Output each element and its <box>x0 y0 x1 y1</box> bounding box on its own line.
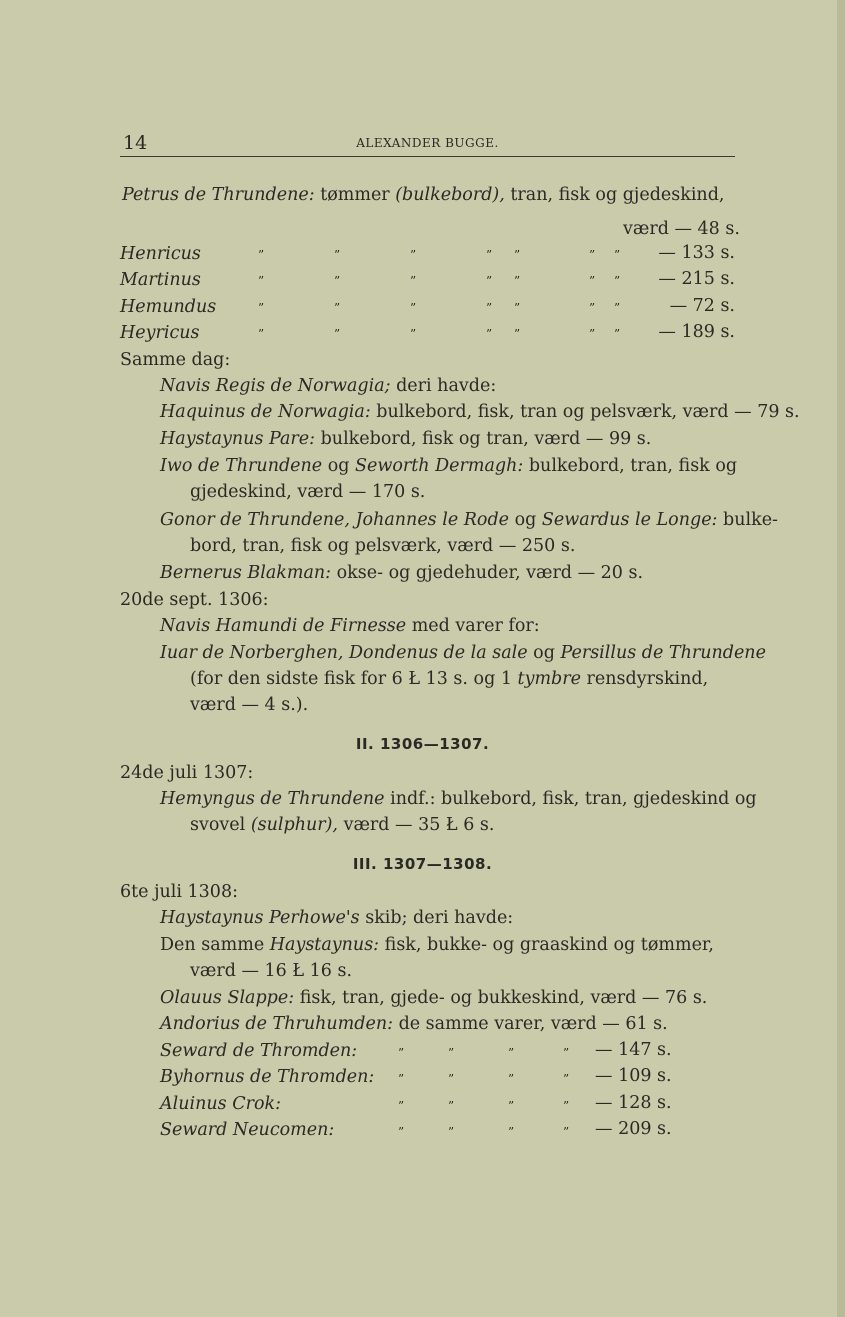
text-line: Martinus <box>120 270 201 290</box>
text-line: Seward de Thromden: <box>160 1041 358 1061</box>
text-line: Bernerus Blakman: okse- og gjedehuder, værd — 20 s. <box>160 563 644 583</box>
ditto-mark: ” <box>563 1099 570 1113</box>
text-line: Navis Regis de Norwagia; deri havde: <box>160 376 497 396</box>
text-line: Byhornus de Thromden: <box>160 1067 375 1087</box>
text-line: svovel (sulphur), værd — 35 Ł 6 s. <box>190 815 495 835</box>
ditto-mark: ” <box>514 248 521 262</box>
ditto-mark: ” <box>448 1125 455 1139</box>
amount-value: — 189 s. <box>658 322 735 342</box>
text-line: Petrus de Thrundene: tømmer (bulkebord), tran, fisk og gjedeskind, <box>122 185 725 205</box>
ditto-mark: ” <box>398 1046 405 1060</box>
ditto-mark: ” <box>508 1099 515 1113</box>
text-line: 24de juli 1307: <box>120 763 254 783</box>
amount-value: — 109 s. <box>595 1066 672 1086</box>
text-line: Samme dag: <box>120 350 231 370</box>
amount-value: — 133 s. <box>658 243 735 263</box>
ditto-mark: ” <box>448 1046 455 1060</box>
text-line: Henricus <box>120 244 201 264</box>
amount-value: — 128 s. <box>595 1093 672 1113</box>
text-line: Andorius de Thruhumden: de samme varer, værd — 61 s. <box>160 1014 668 1034</box>
ditto-mark: ” <box>508 1046 515 1060</box>
section-heading: III. 1307—1308. <box>352 855 493 873</box>
ditto-mark: ” <box>589 248 596 262</box>
ditto-mark: ” <box>563 1125 570 1139</box>
ditto-mark: ” <box>589 301 596 315</box>
ditto-mark: ” <box>398 1125 405 1139</box>
text-line: Navis Hamundi de Firnesse med varer for: <box>160 616 540 636</box>
text-line: Haystaynus Pare: bulkebord, fisk og tran, værd — 99 s. <box>160 429 652 449</box>
amount-value: — 215 s. <box>658 269 735 289</box>
text-line: værd — 16 Ł 16 s. <box>190 961 353 981</box>
ditto-mark: ” <box>614 301 621 315</box>
ditto-mark: ” <box>486 301 493 315</box>
ditto-mark: ” <box>334 301 341 315</box>
ditto-mark: ” <box>514 274 521 288</box>
ditto-mark: ” <box>563 1072 570 1086</box>
ditto-mark: ” <box>589 327 596 341</box>
ditto-mark: ” <box>514 301 521 315</box>
ditto-mark: ” <box>334 274 341 288</box>
ditto-mark: ” <box>410 274 417 288</box>
page-header <box>120 130 735 157</box>
text-line: Iuar de Norberghen, Dondenus de la sale og Persillus de Thrundene <box>160 643 766 663</box>
ditto-mark: ” <box>398 1072 405 1086</box>
ditto-mark: ” <box>563 1046 570 1060</box>
ditto-mark: ” <box>486 248 493 262</box>
text-line: gjedeskind, værd — 170 s. <box>190 482 426 502</box>
text-line: 6te juli 1308: <box>120 882 238 902</box>
ditto-mark: ” <box>398 1099 405 1113</box>
ditto-mark: ” <box>334 327 341 341</box>
ditto-mark: ” <box>410 327 417 341</box>
text-line: (for den sidste fisk for 6 Ł 13 s. og 1 tymbre rensdyrskind, <box>190 669 709 689</box>
text-line: Heyricus <box>120 323 200 343</box>
ditto-mark: ” <box>508 1125 515 1139</box>
ditto-mark: ” <box>410 301 417 315</box>
text-line: Hemundus <box>120 297 217 317</box>
text-line: værd — 4 s.). <box>190 695 309 715</box>
text-line: Haquinus de Norwagia: bulkebord, fisk, tran og pelsværk, værd — 79 s. <box>160 402 800 422</box>
ditto-mark: ” <box>614 327 621 341</box>
ditto-mark: ” <box>448 1072 455 1086</box>
text-line: Olauus Slappe: fisk, tran, gjede- og bukkeskind, værd — 76 s. <box>160 988 708 1008</box>
ditto-mark: ” <box>486 274 493 288</box>
ditto-mark: ” <box>258 274 265 288</box>
ditto-mark: ” <box>589 274 596 288</box>
section-heading: II. 1306—1307. <box>355 735 490 753</box>
ditto-mark: ” <box>514 327 521 341</box>
ditto-mark: ” <box>614 248 621 262</box>
text-line: Haystaynus Perhowe's skib; deri havde: <box>160 908 514 928</box>
text-line: Aluinus Crok: <box>160 1094 281 1114</box>
ditto-mark: ” <box>258 248 265 262</box>
text-line: Gonor de Thrundene, Johannes le Rode og Sewardus le Longe: bulke- <box>160 510 778 530</box>
text-line: 20de sept. 1306: <box>120 590 269 610</box>
ditto-mark: ” <box>258 327 265 341</box>
text-line: Seward Neucomen: <box>160 1120 335 1140</box>
text-line: Den samme Haystaynus: fisk, bukke- og graaskind og tømmer, <box>160 935 714 955</box>
ditto-mark: ” <box>448 1099 455 1113</box>
amount-value: — 147 s. <box>595 1040 672 1060</box>
ditto-mark: ” <box>258 301 265 315</box>
ditto-mark: ” <box>486 327 493 341</box>
amount-value: — 72 s. <box>669 296 735 316</box>
running-title: ALEXANDER BUGGE. <box>356 136 499 150</box>
text-line: Iwo de Thrundene og Seworth Dermagh: bulkebord, tran, fisk og <box>160 456 738 476</box>
ditto-mark: ” <box>508 1072 515 1086</box>
page-edge <box>837 0 845 1317</box>
text-line: Hemyngus de Thrundene indf.: bulkebord, fisk, tran, gjedeskind og <box>160 789 757 809</box>
amount-value: — 209 s. <box>595 1119 672 1139</box>
ditto-mark: ” <box>334 248 341 262</box>
ditto-mark: ” <box>410 248 417 262</box>
text-line: bord, tran, fisk og pelsværk, værd — 250 s. <box>190 536 576 556</box>
text-line: værd — 48 s. <box>623 219 740 239</box>
page-number: 14 <box>123 132 148 154</box>
ditto-mark: ” <box>614 274 621 288</box>
